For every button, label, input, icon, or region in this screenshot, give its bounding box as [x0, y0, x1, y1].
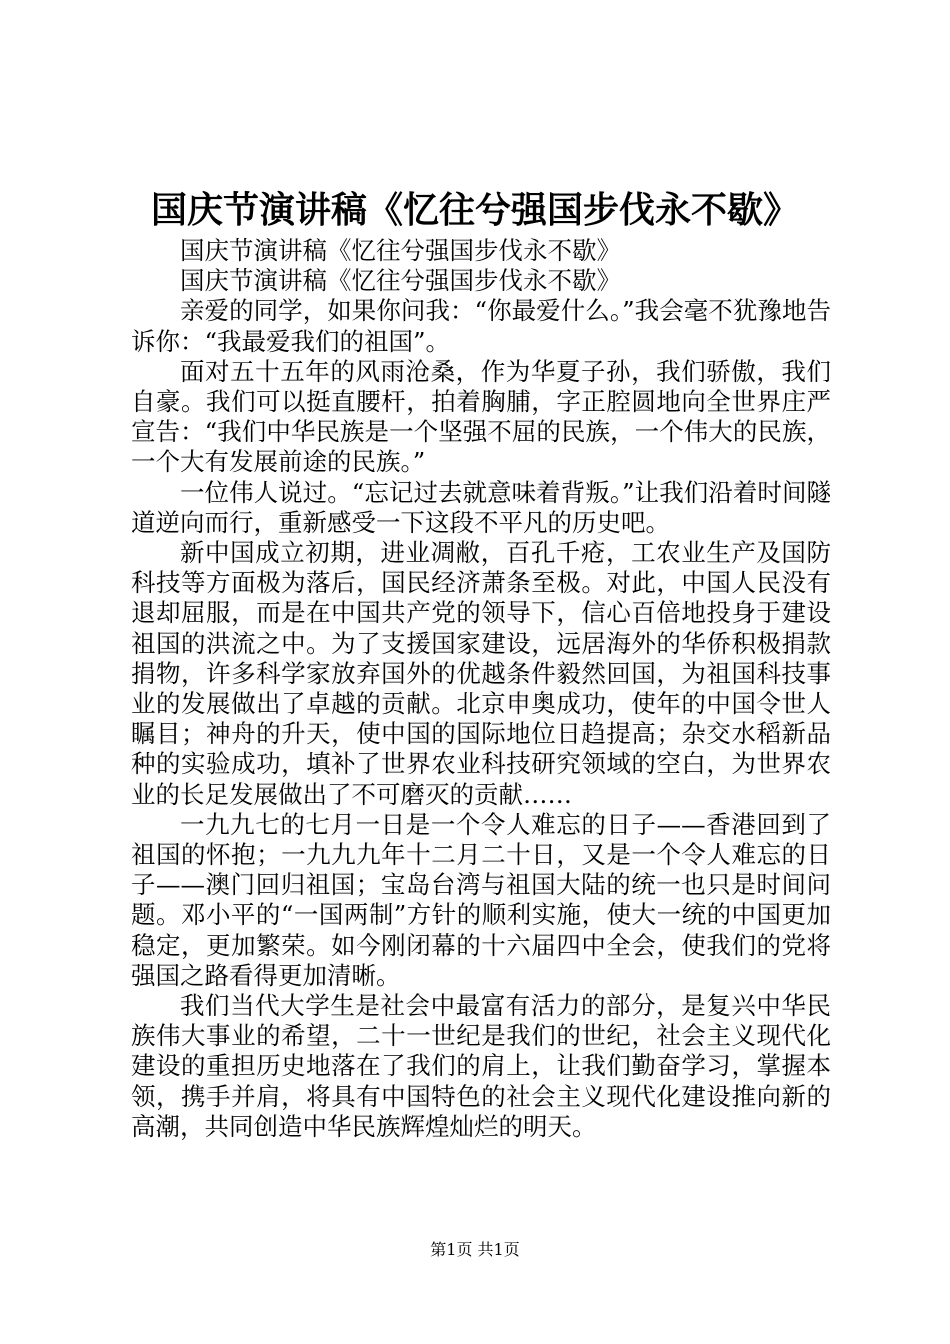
- document-body: [131, 236, 831, 1142]
- paragraph: 新中国成立初期，进业凋敝，百孔千疮，工农业生产及国防科技等方面极为落后，国民经济萧条至极。对此，中国人民没有退却屈服，而是在中国共产党的领导下，信心百倍地投身于建设祖国的洪流之中。为了支援国家建设，远居海外的华侨积极捐款捐物，许多科学家放弃国外的优越条件毅然回国，为祖国科技事业的发展做出了卓越的贡献。北京申奥成功，使年的中国令世人瞩目；神舟的升天，使中国的国际地位日趋提高；杂交水稻新品种的实验成功，填补了世界农业科技研究领域的空白，为世界农业的长足发展做出了不可磨灭的贡献……: [131, 538, 831, 809]
- paragraph: 国庆节演讲稿《忆往兮强国步伐永不歇》: [180, 266, 621, 296]
- paragraph: 一位伟人说过。“忘记过去就意味着背叛。”让我们沿着时间隧道逆向而行，重新感受一下这段不平凡的历史吧。: [131, 477, 831, 537]
- paragraph: 国庆节演讲稿《忆往兮强国步伐永不歇》: [180, 236, 621, 265]
- page-title: 国庆节演讲稿《忆往兮强国步伐永不歇》: [150, 189, 799, 231]
- paragraph: 面对五十五年的风雨沧桑，作为华夏子孙，我们骄傲，我们自豪。我们可以挺直腰杆，拍着胸脯，字正腔圆地向全世界庄严宣告：“我们中华民族是一个坚强不屈的民族，一个伟大的民族，一个大有发展前途的民族。”: [131, 356, 831, 477]
- paragraph: 我们当代大学生是社会中最富有活力的部分，是复兴中华民族伟大事业的希望，二十一世纪是我们的世纪，社会主义现代化建设的重担历史地落在了我们的肩上，让我们勤奋学习，掌握本领，携手并肩，将具有中国特色的社会主义现代化建设推向新的高潮，共同创造中华民族辉煌灿烂的明天。: [131, 991, 831, 1141]
- page-footer: 第1页 共1页: [430, 1240, 520, 1259]
- paragraph: 亲爱的同学，如果你问我：“你最爱什么。”我会毫不犹豫地告诉你：“我最爱我们的祖国”。: [131, 296, 831, 356]
- paragraph: 一九九七的七月一日是一个令人难忘的日子——香港回到了祖国的怀抱；一九九九年十二月二十日，又是一个令人难忘的日子——澳门回归祖国；宝岛台湾与祖国大陆的统一也只是时间问题。邓小平的“一国两制”方针的顺利实施，使大一统的中国更加稳定，更加繁荣。如今刚闭幕的十六届四中全会，使我们的党将强国之路看得更加清晰。: [131, 809, 831, 990]
